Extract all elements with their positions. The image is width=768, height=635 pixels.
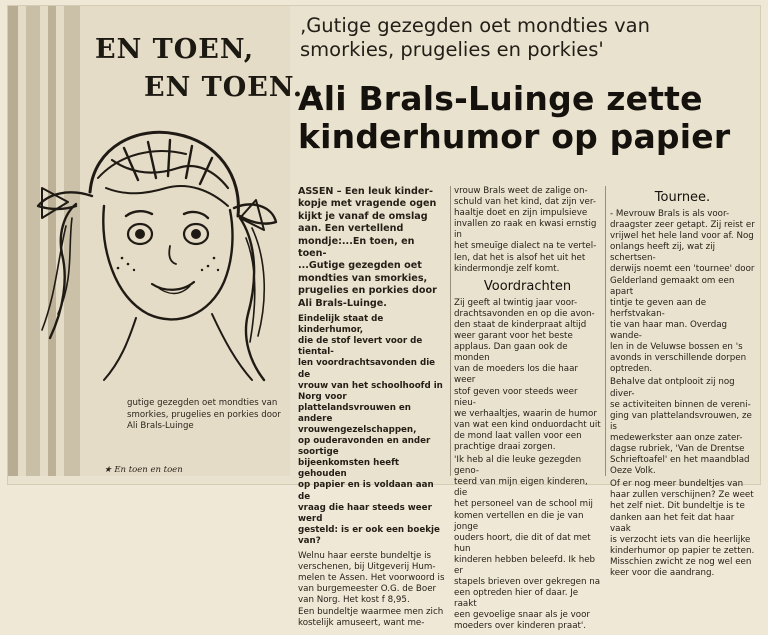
article-paragraph: Zij geeft al twintig jaar voor- drachtsavonden en op die avon- den staat de kinderpraat altijd weer garant voor het beste applaus. Dan gaan ook de monden van de moeders los die haar weer stof geven voor steeds weer nieu- we verhaaltjes, waarin de humor van wat een kind onduordacht uit de mond laat vallen voor een prachtige draai zorgen. [454,297,601,452]
article-paragraph: 'Ik heb al die leuke gezegden geno- teerd van mijn eigen kinderen, die het personeel van de school mij komen vertellen en die je van jonge ouders hoort, die dit of dat met hun kinderen hebben beleefd. Ik heb er stapels brieven over gekregen na een optreden hier of daar. Je raakt een gevoelige snaar als je voor moeders over kinderen praat'. [454,455,601,632]
decorative-stripe [8,6,18,476]
girl-drawing [28,118,278,388]
column-divider [450,186,451,476]
column-divider [605,186,606,476]
article-paragraph: Welnu haar eerste bundeltje is verschenen, bij Uitgeverij Hum- melen te Assen. Het voorwoord is van burgemeester O.G. de Boer van Norg. Het kost f 8,95. Een bundeltje waarmee men zich kostelijk amuseert, want me- [298,551,445,628]
kicker-line-2: EN TOEN... [144,72,325,103]
article-column-1 [298,186,446,631]
article-lead: ASSEN – Een leuk kinder- kopje met vragende ogen kijkt je vanaf de omslag aan. Een vertellend mondje:...En toen, en toen- ...Gutige gezegden oet mondties van smorkies, prugelies en porkies door Ali Brals-Luinge. [298,186,437,309]
section-heading-tournee: Tournee. [654,190,711,205]
photo-credit: ★ En toen en toen [104,465,183,475]
article-paragraph: vrouw Brals weet de zalige on- schuld van het kind, dat zijn ver- haaltje doet en zijn impulsieve invallen zo raak en kwasi ernstig in het smeuïge dialect na te vertel- len, dat het is alsof het uit het kindermondje zelf komt. [454,186,597,274]
article-paragraph: Behalve dat ontplooit zij nog diver- se activiteiten binnen de vereni- ging van plattelandsvrouwen, ze is medewerkster aan onze zater- dagse rubriek, 'Van de Drentse Schrieftoafel' en het maandblad Oeze Volk. [610,377,752,477]
illustration-caption: gutige gezegden oet mondties van smorkies, prugelies en porkies door Ali Brals-Luinge [127,398,281,431]
article-intro: Eindelijk staat de kinderhumor, die de stof levert voor de tiental- len voordrachtsavonden die de vrouw van het schoolhoofd in Norg voor plattelandsvrouwen en andere vrouwengezelschappen, op ouderavonden en ander soortige bijeenkomsten heeft gehouden op papier en is voldaan aan de vraag die haar steeds weer werd gesteld: is er ook een boekje van? [298,314,443,546]
kicker-line-1: EN TOEN, [95,34,255,65]
section-heading-voordrachten: Voordrachten [483,278,572,294]
article-headline: Ali Brals-Luinge zette kinderhumor op papier [298,79,731,156]
article-paragraph: - Mevrouw Brals is als voor- draagster zeer getapt. Zij reist er vrijwel het hele land voor af. Nog onlangs heeft zij, wat zij schertsen- derwijs noemt een 'tournee' door Gelderland gemaakt om een apart tintje te geven aan de herfstvakan- tie van haar man. Overdag wande- len in de Veluwse bossen en 's avonds in verschillende dorpen optreden. [610,209,755,375]
article-column-2 [454,186,601,635]
article-subtitle: ‚Gutige gezegden oet mondties van smorkies, prugelies en porkies' [300,14,650,61]
article-column-3 [610,186,755,581]
article-paragraph: Of er nog meer bundeltjes van haar zullen verschijnen? Ze weet het zelf niet. Dit bundeltje is te danken aan het feit dat haar vaak is verzocht iets van die heerlijke kinderhumor op papier te zetten. Misschien zwicht ze nog wel een keer voor die aandrang. [610,479,755,578]
